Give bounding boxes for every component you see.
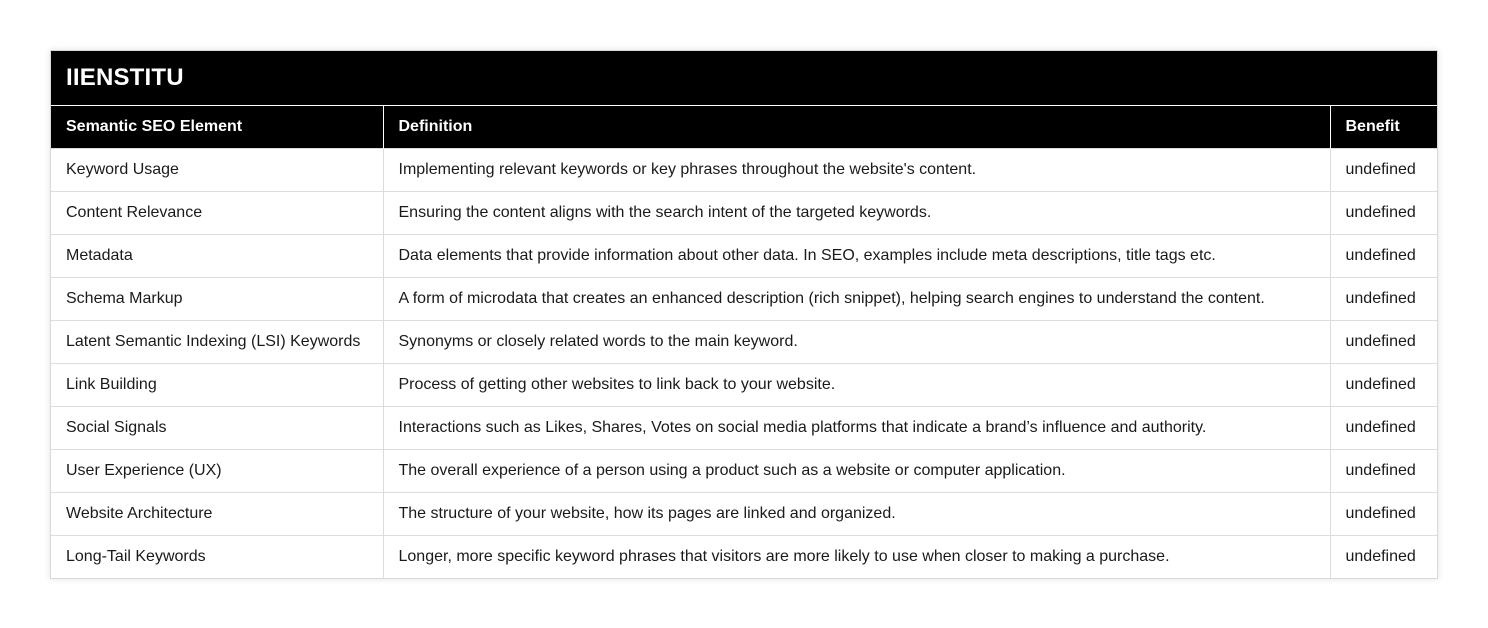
table-row: [51, 406, 1437, 449]
cell-benefit: undefined: [1330, 234, 1437, 277]
cell-element: Content Relevance: [51, 191, 383, 234]
cell-element: Long-Tail Keywords: [51, 535, 383, 578]
cell-definition: The structure of your website, how its pages are linked and organized.: [383, 492, 1330, 535]
cell-benefit: undefined: [1330, 191, 1437, 234]
table-row: [51, 363, 1437, 406]
cell-definition: Synonyms or closely related words to the main keyword.: [383, 320, 1330, 363]
cell-element: Metadata: [51, 234, 383, 277]
table-row: [51, 320, 1437, 363]
cell-definition: Longer, more specific keyword phrases that visitors are more likely to use when closer to making a purchase.: [383, 535, 1330, 578]
seo-table-card: [50, 50, 1438, 579]
table-row: [51, 492, 1437, 535]
cell-benefit: undefined: [1330, 535, 1437, 578]
cell-definition: A form of microdata that creates an enhanced description (rich snippet), helping search engines to understand the content.: [383, 277, 1330, 320]
cell-benefit: undefined: [1330, 363, 1437, 406]
cell-benefit: undefined: [1330, 320, 1437, 363]
table-row: [51, 449, 1437, 492]
column-header-benefit: Benefit: [1330, 106, 1437, 148]
cell-benefit: undefined: [1330, 449, 1437, 492]
cell-element: Latent Semantic Indexing (LSI) Keywords: [51, 320, 383, 363]
cell-definition: Ensuring the content aligns with the search intent of the targeted keywords.: [383, 191, 1330, 234]
cell-benefit: undefined: [1330, 406, 1437, 449]
cell-definition: Implementing relevant keywords or key phrases throughout the website's content.: [383, 148, 1330, 191]
cell-benefit: undefined: [1330, 492, 1437, 535]
cell-definition: The overall experience of a person using a product such as a website or computer application.: [383, 449, 1330, 492]
cell-element: Schema Markup: [51, 277, 383, 320]
table-row: [51, 234, 1437, 277]
cell-benefit: undefined: [1330, 148, 1437, 191]
table-body: [51, 148, 1437, 578]
header-row: [51, 106, 1437, 148]
cell-element: User Experience (UX): [51, 449, 383, 492]
table-row: [51, 148, 1437, 191]
cell-element: Social Signals: [51, 406, 383, 449]
table-row: [51, 191, 1437, 234]
cell-definition: Data elements that provide information about other data. In SEO, examples include meta descriptions, title tags etc.: [383, 234, 1330, 277]
column-header-definition: Definition: [383, 106, 1330, 148]
seo-elements-table: [51, 106, 1437, 578]
table-row: [51, 535, 1437, 578]
cell-element: Website Architecture: [51, 492, 383, 535]
column-header-element: Semantic SEO Element: [51, 106, 383, 148]
cell-element: Keyword Usage: [51, 148, 383, 191]
brand-title: IIENSTITU: [51, 51, 1437, 106]
cell-element: Link Building: [51, 363, 383, 406]
table-header: [51, 106, 1437, 148]
cell-benefit: undefined: [1330, 277, 1437, 320]
cell-definition: Interactions such as Likes, Shares, Votes on social media platforms that indicate a brand’s influence and authority.: [383, 406, 1330, 449]
cell-definition: Process of getting other websites to link back to your website.: [383, 363, 1330, 406]
table-row: [51, 277, 1437, 320]
